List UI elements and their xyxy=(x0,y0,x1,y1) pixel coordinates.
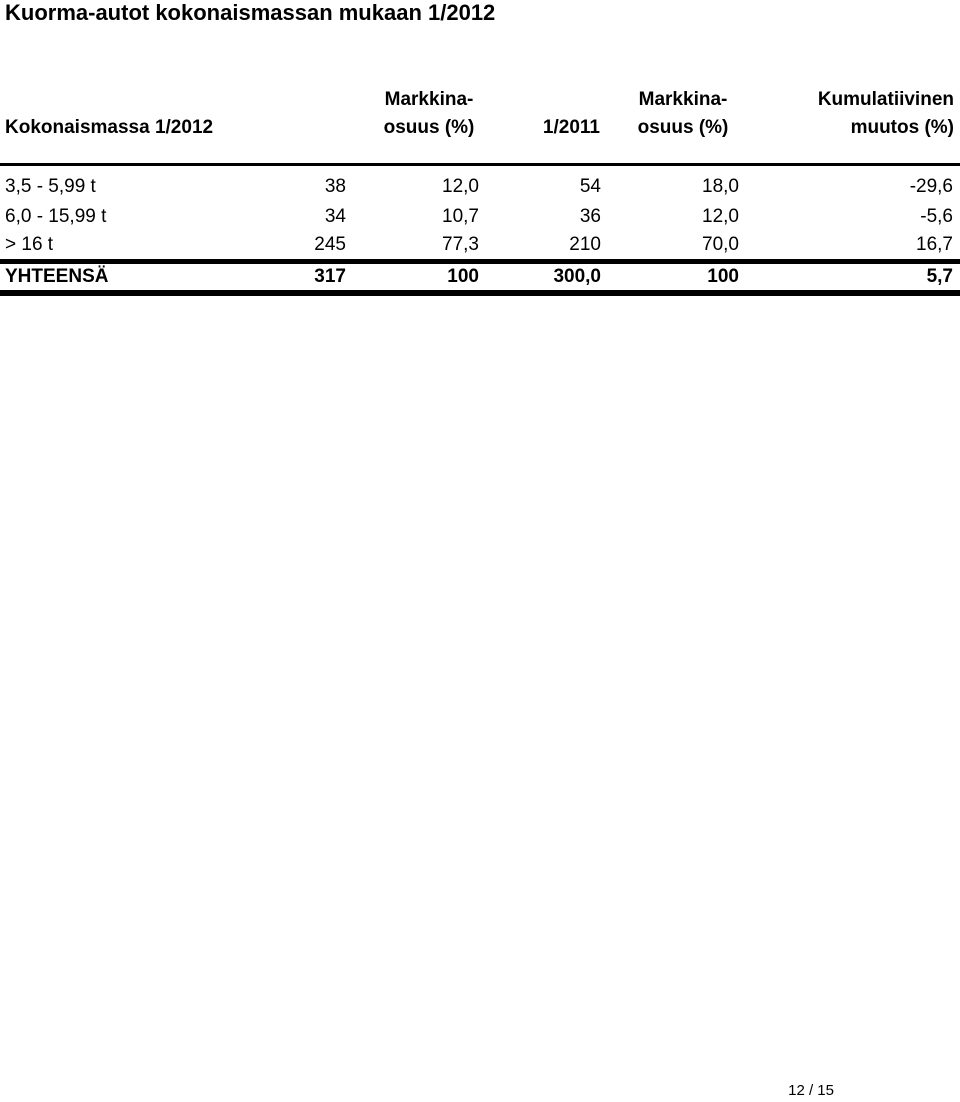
header-markkinaosuus-2011 xyxy=(624,86,742,142)
header-kumulatiivinen-line1: Kumulatiivinen xyxy=(817,89,954,110)
header-markkinaosuus-2012-line2: osuus (%) xyxy=(383,117,475,138)
row-2-label: 6,0 - 15,99 t xyxy=(5,206,107,227)
row-2-change: -5,6 xyxy=(920,206,953,227)
row-3-share-2012: 77,3 xyxy=(442,234,479,255)
row-2-count-2012: 34 xyxy=(324,206,346,227)
row-3-count-2012: 245 xyxy=(314,234,346,255)
header-2011 xyxy=(520,114,600,142)
total-count-2012: 317 xyxy=(314,266,346,287)
total-label: YHTEENSÄ xyxy=(5,266,109,287)
header-kumulatiivinen-line2: muutos (%) xyxy=(850,117,954,138)
header-markkinaosuus-2012 xyxy=(370,86,488,142)
row-3-share-2011: 70,0 xyxy=(702,234,739,255)
header-kokonaismassa xyxy=(5,114,213,142)
total-share-2011: 100 xyxy=(707,266,739,287)
page-number: 12 / 15 xyxy=(788,1082,834,1099)
total-change: 5,7 xyxy=(926,266,953,287)
row-3-label: > 16 t xyxy=(5,234,54,255)
header-2011-label: 1/2011 xyxy=(542,117,600,138)
row-1-change: -29,6 xyxy=(909,176,953,197)
header-kokonaismassa-label: Kokonaismassa 1/2012 xyxy=(5,117,214,138)
row-3-count-2011: 210 xyxy=(569,234,601,255)
total-bottom-rule xyxy=(0,290,960,296)
total-count-2011: 300,0 xyxy=(553,266,601,287)
row-2-share-2011: 12,0 xyxy=(702,206,739,227)
row-1-count-2012: 38 xyxy=(324,176,346,197)
row-1-share-2011: 18,0 xyxy=(702,176,739,197)
total-share-2012: 100 xyxy=(447,266,479,287)
header-rule xyxy=(0,163,960,166)
page-title: Kuorma-autot kokonaismassan mukaan 1/2012 xyxy=(5,0,496,25)
header-markkinaosuus-2011-line1: Markkina- xyxy=(638,89,728,110)
row-2-share-2012: 10,7 xyxy=(442,206,479,227)
header-markkinaosuus-2011-line2: osuus (%) xyxy=(637,117,729,138)
row-1-count-2011: 54 xyxy=(579,176,601,197)
row-3-change: 16,7 xyxy=(916,234,953,255)
row-1-label: 3,5 - 5,99 t xyxy=(5,176,96,197)
header-markkinaosuus-2012-line1: Markkina- xyxy=(384,89,474,110)
row-1-share-2012: 12,0 xyxy=(442,176,479,197)
header-kumulatiivinen-muutos xyxy=(770,86,954,142)
row-2-count-2011: 36 xyxy=(579,206,601,227)
